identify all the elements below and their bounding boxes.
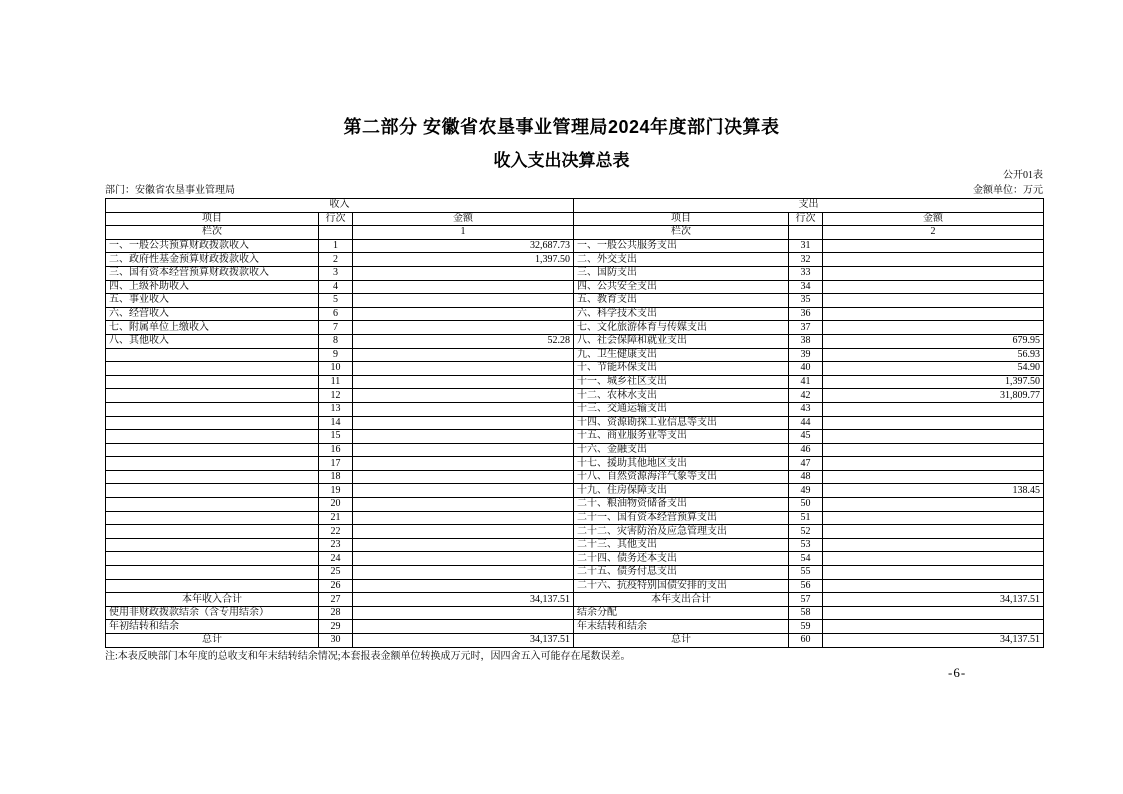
- income-column-index: 1: [353, 226, 574, 240]
- expense-line-cell: 51: [789, 511, 823, 525]
- table-row: [106, 416, 1044, 430]
- income-line-cell: 14: [319, 416, 353, 430]
- income-item-cell: [106, 402, 319, 416]
- expense-amount-cell: 138.45: [823, 484, 1044, 498]
- income-amount-cell: [353, 552, 574, 566]
- income-amount-cell: [353, 348, 574, 362]
- income-amount-cell: [353, 511, 574, 525]
- expense-line-cell: 55: [789, 566, 823, 580]
- expense-amount-cell: [823, 294, 1044, 308]
- income-item-cell: [106, 525, 319, 539]
- income-line-cell: 7: [319, 321, 353, 335]
- income-line-cell: 9: [319, 348, 353, 362]
- page-number: -6-: [948, 665, 967, 680]
- income-item-cell: [106, 416, 319, 430]
- income-amount-cell: [353, 321, 574, 335]
- income-item-cell: 一、一般公共预算财政拨款收入: [106, 239, 319, 253]
- income-line-cell: 5: [319, 294, 353, 308]
- income-line-cell: 4: [319, 280, 353, 294]
- table-row: [106, 280, 1044, 294]
- table-body: [106, 239, 1044, 647]
- income-amount-cell: [353, 566, 574, 580]
- income-amount-header: 金额: [353, 212, 574, 226]
- income-item-cell: 总计: [106, 634, 319, 648]
- expense-section-header: 支出: [574, 199, 1044, 213]
- income-line-cell: 24: [319, 552, 353, 566]
- income-item-cell: [106, 566, 319, 580]
- final-accounts-table: [105, 198, 1044, 648]
- expense-line-cell: 32: [789, 253, 823, 267]
- table-row: [106, 552, 1044, 566]
- expense-item-cell: 六、科学技术支出: [574, 307, 789, 321]
- expense-item-cell: 四、公共安全支出: [574, 280, 789, 294]
- income-amount-cell: [353, 294, 574, 308]
- income-item-cell: 五、事业收入: [106, 294, 319, 308]
- table-row: [106, 566, 1044, 580]
- income-line-cell: 21: [319, 511, 353, 525]
- table-row: [106, 375, 1044, 389]
- income-line-cell: 16: [319, 443, 353, 457]
- income-item-cell: [106, 579, 319, 593]
- income-item-cell: [106, 362, 319, 376]
- income-line-cell: 19: [319, 484, 353, 498]
- expense-item-cell: 年末结转和结余: [574, 620, 789, 634]
- income-item-cell: 三、国有资本经营预算财政拨款收入: [106, 266, 319, 280]
- expense-amount-cell: [823, 579, 1044, 593]
- income-amount-cell: 34,137.51: [353, 593, 574, 607]
- income-line-cell: 17: [319, 457, 353, 471]
- income-item-cell: 二、政府性基金预算财政拨款收入: [106, 253, 319, 267]
- expense-line-cell: 31: [789, 239, 823, 253]
- income-line-cell: 29: [319, 620, 353, 634]
- income-line-cell: 30: [319, 634, 353, 648]
- expense-amount-cell: 56.93: [823, 348, 1044, 362]
- expense-amount-cell: [823, 606, 1044, 620]
- expense-line-cell: 53: [789, 538, 823, 552]
- income-line-cell: 6: [319, 307, 353, 321]
- income-item-cell: [106, 430, 319, 444]
- table-row: [106, 525, 1044, 539]
- income-line-cell: 13: [319, 402, 353, 416]
- expense-line-cell: 40: [789, 362, 823, 376]
- department-label: 部门：安徽省农垦事业管理局: [105, 185, 235, 196]
- income-amount-cell: [353, 280, 574, 294]
- income-line-cell: 18: [319, 470, 353, 484]
- income-amount-cell: [353, 457, 574, 471]
- table-row: [106, 362, 1044, 376]
- expense-line-header: 行次: [789, 212, 823, 226]
- income-item-cell: 八、其他收入: [106, 334, 319, 348]
- expense-line-cell: 43: [789, 402, 823, 416]
- footnote: 注:本表反映部门本年度的总收支和年末结转结余情况;本套报表金额单位转换成万元时，因四舍五入可能存在尾数误差。: [105, 651, 631, 662]
- income-amount-cell: [353, 430, 574, 444]
- expense-item-cell: 十六、金融支出: [574, 443, 789, 457]
- expense-amount-cell: 31,809.77: [823, 389, 1044, 403]
- income-item-cell: 年初结转和结余: [106, 620, 319, 634]
- income-line-cell: 28: [319, 606, 353, 620]
- expense-line-cell: 59: [789, 620, 823, 634]
- table-row: [106, 484, 1044, 498]
- income-line-cell: 11: [319, 375, 353, 389]
- income-amount-cell: [353, 606, 574, 620]
- table-row: [106, 266, 1044, 280]
- income-amount-cell: [353, 538, 574, 552]
- table-row: [106, 430, 1044, 444]
- expense-line-cell: 52: [789, 525, 823, 539]
- expense-line-cell: 41: [789, 375, 823, 389]
- expense-amount-cell: [823, 525, 1044, 539]
- income-item-cell: 六、经营收入: [106, 307, 319, 321]
- expense-line-cell: 54: [789, 552, 823, 566]
- expense-amount-cell: [823, 416, 1044, 430]
- income-item-header: 项目: [106, 212, 319, 226]
- income-line-header: 行次: [319, 212, 353, 226]
- expense-line-cell: 44: [789, 416, 823, 430]
- section-header-row: [106, 199, 1044, 213]
- table-row: [106, 389, 1044, 403]
- income-amount-cell: [353, 375, 574, 389]
- table-row: [106, 253, 1044, 267]
- expense-line-cell: 47: [789, 457, 823, 471]
- expense-item-cell: 八、社会保障和就业支出: [574, 334, 789, 348]
- income-amount-cell: [353, 470, 574, 484]
- expense-item-cell: 十四、资源勘探工业信息等支出: [574, 416, 789, 430]
- income-amount-cell: [353, 579, 574, 593]
- income-item-cell: [106, 375, 319, 389]
- expense-index-line-cell: [789, 226, 823, 240]
- income-line-cell: 26: [319, 579, 353, 593]
- table-row: [106, 348, 1044, 362]
- income-line-cell: 12: [319, 389, 353, 403]
- table-row: [106, 470, 1044, 484]
- expense-line-cell: 39: [789, 348, 823, 362]
- expense-item-cell: 九、卫生健康支出: [574, 348, 789, 362]
- income-line-cell: 8: [319, 334, 353, 348]
- expense-item-cell: 二十一、国有资本经营预算支出: [574, 511, 789, 525]
- table-row: [106, 402, 1044, 416]
- income-amount-cell: [353, 416, 574, 430]
- expense-amount-cell: 54.90: [823, 362, 1044, 376]
- income-amount-cell: 32,687.73: [353, 239, 574, 253]
- expense-item-cell: 二十六、抗疫特别国债安排的支出: [574, 579, 789, 593]
- income-item-cell: 本年收入合计: [106, 593, 319, 607]
- expense-line-cell: 33: [789, 266, 823, 280]
- expense-column-index: 2: [823, 226, 1044, 240]
- income-item-cell: [106, 443, 319, 457]
- expense-item-cell: 十一、城乡社区支出: [574, 375, 789, 389]
- table-row: [106, 579, 1044, 593]
- expense-amount-cell: [823, 538, 1044, 552]
- income-index-label: 栏次: [106, 226, 319, 240]
- expense-line-cell: 36: [789, 307, 823, 321]
- expense-amount-header: 金额: [823, 212, 1044, 226]
- column-header-row: [106, 212, 1044, 226]
- expense-line-cell: 38: [789, 334, 823, 348]
- expense-amount-cell: 679.95: [823, 334, 1044, 348]
- income-amount-cell: [353, 620, 574, 634]
- expense-item-cell: 二十、粮油物资储备支出: [574, 498, 789, 512]
- expense-amount-cell: [823, 457, 1044, 471]
- expense-line-cell: 35: [789, 294, 823, 308]
- expense-amount-cell: [823, 498, 1044, 512]
- income-line-cell: 15: [319, 430, 353, 444]
- table-subtitle: 收入支出决算总表: [493, 151, 630, 170]
- income-amount-cell: [353, 389, 574, 403]
- income-line-cell: 27: [319, 593, 353, 607]
- table-row: [106, 511, 1044, 525]
- expense-amount-cell: [823, 620, 1044, 634]
- income-line-cell: 3: [319, 266, 353, 280]
- table-row: [106, 606, 1044, 620]
- table-row: [106, 294, 1044, 308]
- expense-line-cell: 58: [789, 606, 823, 620]
- expense-line-cell: 60: [789, 634, 823, 648]
- expense-amount-cell: [823, 266, 1044, 280]
- expense-item-cell: 总计: [574, 634, 789, 648]
- expense-item-cell: 二十五、债务付息支出: [574, 566, 789, 580]
- expense-item-cell: 五、教育支出: [574, 294, 789, 308]
- expense-amount-cell: [823, 443, 1044, 457]
- expense-amount-cell: 1,397.50: [823, 375, 1044, 389]
- column-index-row: [106, 226, 1044, 240]
- expense-index-label: 栏次: [574, 226, 789, 240]
- expense-line-cell: 48: [789, 470, 823, 484]
- expense-item-cell: 二十四、债务还本支出: [574, 552, 789, 566]
- table-row: [106, 239, 1044, 253]
- income-item-cell: [106, 552, 319, 566]
- income-amount-cell: [353, 266, 574, 280]
- income-item-cell: [106, 389, 319, 403]
- expense-item-cell: 结余分配: [574, 606, 789, 620]
- income-amount-cell: [353, 484, 574, 498]
- income-item-cell: [106, 470, 319, 484]
- table-row: [106, 307, 1044, 321]
- income-line-cell: 20: [319, 498, 353, 512]
- expense-line-cell: 46: [789, 443, 823, 457]
- expense-item-cell: 十五、商业服务业等支出: [574, 430, 789, 444]
- income-item-cell: [106, 538, 319, 552]
- income-item-cell: 使用非财政拨款结余（含专用结余）: [106, 606, 319, 620]
- expense-item-cell: 十九、住房保障支出: [574, 484, 789, 498]
- table-row: [106, 593, 1044, 607]
- expense-amount-cell: [823, 253, 1044, 267]
- income-line-cell: 10: [319, 362, 353, 376]
- expense-amount-cell: [823, 239, 1044, 253]
- income-line-cell: 22: [319, 525, 353, 539]
- income-line-cell: 25: [319, 566, 353, 580]
- expense-line-cell: 57: [789, 593, 823, 607]
- table-row: [106, 634, 1044, 648]
- income-amount-cell: 34,137.51: [353, 634, 574, 648]
- expense-item-cell: 二十三、其他支出: [574, 538, 789, 552]
- income-amount-cell: [353, 402, 574, 416]
- expense-item-header: 项目: [574, 212, 789, 226]
- expense-amount-cell: [823, 307, 1044, 321]
- income-amount-cell: [353, 362, 574, 376]
- expense-line-cell: 50: [789, 498, 823, 512]
- table-row: [106, 321, 1044, 335]
- page-title: 第二部分 安徽省农垦事业管理局2024年度部门决算表: [343, 117, 780, 137]
- table-code-label: 公开01表: [1003, 170, 1043, 181]
- income-item-cell: [106, 348, 319, 362]
- expense-item-cell: 十二、农林水支出: [574, 389, 789, 403]
- income-section-header: 收入: [106, 199, 574, 213]
- income-item-cell: [106, 511, 319, 525]
- expense-item-cell: 本年支出合计: [574, 593, 789, 607]
- income-item-cell: [106, 498, 319, 512]
- income-item-cell: 四、上级补助收入: [106, 280, 319, 294]
- expense-amount-cell: [823, 511, 1044, 525]
- expense-item-cell: 七、文化旅游体育与传媒支出: [574, 321, 789, 335]
- expense-item-cell: 十八、自然资源海洋气象等支出: [574, 470, 789, 484]
- income-index-line-cell: [319, 226, 353, 240]
- expense-amount-cell: [823, 402, 1044, 416]
- unit-label: 金额单位：万元: [973, 185, 1043, 196]
- table-row: [106, 498, 1044, 512]
- income-item-cell: [106, 457, 319, 471]
- expense-line-cell: 34: [789, 280, 823, 294]
- income-amount-cell: [353, 525, 574, 539]
- expense-line-cell: 49: [789, 484, 823, 498]
- expense-amount-cell: 34,137.51: [823, 634, 1044, 648]
- expense-amount-cell: [823, 470, 1044, 484]
- expense-item-cell: 十、节能环保支出: [574, 362, 789, 376]
- expense-item-cell: 三、国防支出: [574, 266, 789, 280]
- expense-line-cell: 56: [789, 579, 823, 593]
- expense-item-cell: 一、一般公共服务支出: [574, 239, 789, 253]
- income-line-cell: 1: [319, 239, 353, 253]
- income-line-cell: 23: [319, 538, 353, 552]
- income-amount-cell: [353, 498, 574, 512]
- expense-item-cell: 十七、援助其他地区支出: [574, 457, 789, 471]
- expense-line-cell: 42: [789, 389, 823, 403]
- expense-item-cell: 二十二、灾害防治及应急管理支出: [574, 525, 789, 539]
- table-row: [106, 334, 1044, 348]
- income-line-cell: 2: [319, 253, 353, 267]
- income-amount-cell: 52.28: [353, 334, 574, 348]
- income-amount-cell: 1,397.50: [353, 253, 574, 267]
- expense-item-cell: 二、外交支出: [574, 253, 789, 267]
- table-row: [106, 538, 1044, 552]
- expense-line-cell: 45: [789, 430, 823, 444]
- expense-amount-cell: 34,137.51: [823, 593, 1044, 607]
- table-row: [106, 443, 1044, 457]
- table-row: [106, 457, 1044, 471]
- income-item-cell: 七、附属单位上缴收入: [106, 321, 319, 335]
- expense-item-cell: 十三、交通运输支出: [574, 402, 789, 416]
- expense-amount-cell: [823, 280, 1044, 294]
- meta-line: [105, 184, 1043, 197]
- income-item-cell: [106, 484, 319, 498]
- expense-amount-cell: [823, 566, 1044, 580]
- expense-amount-cell: [823, 552, 1044, 566]
- expense-line-cell: 37: [789, 321, 823, 335]
- expense-amount-cell: [823, 321, 1044, 335]
- expense-amount-cell: [823, 430, 1044, 444]
- income-amount-cell: [353, 307, 574, 321]
- income-amount-cell: [353, 443, 574, 457]
- table-row: [106, 620, 1044, 634]
